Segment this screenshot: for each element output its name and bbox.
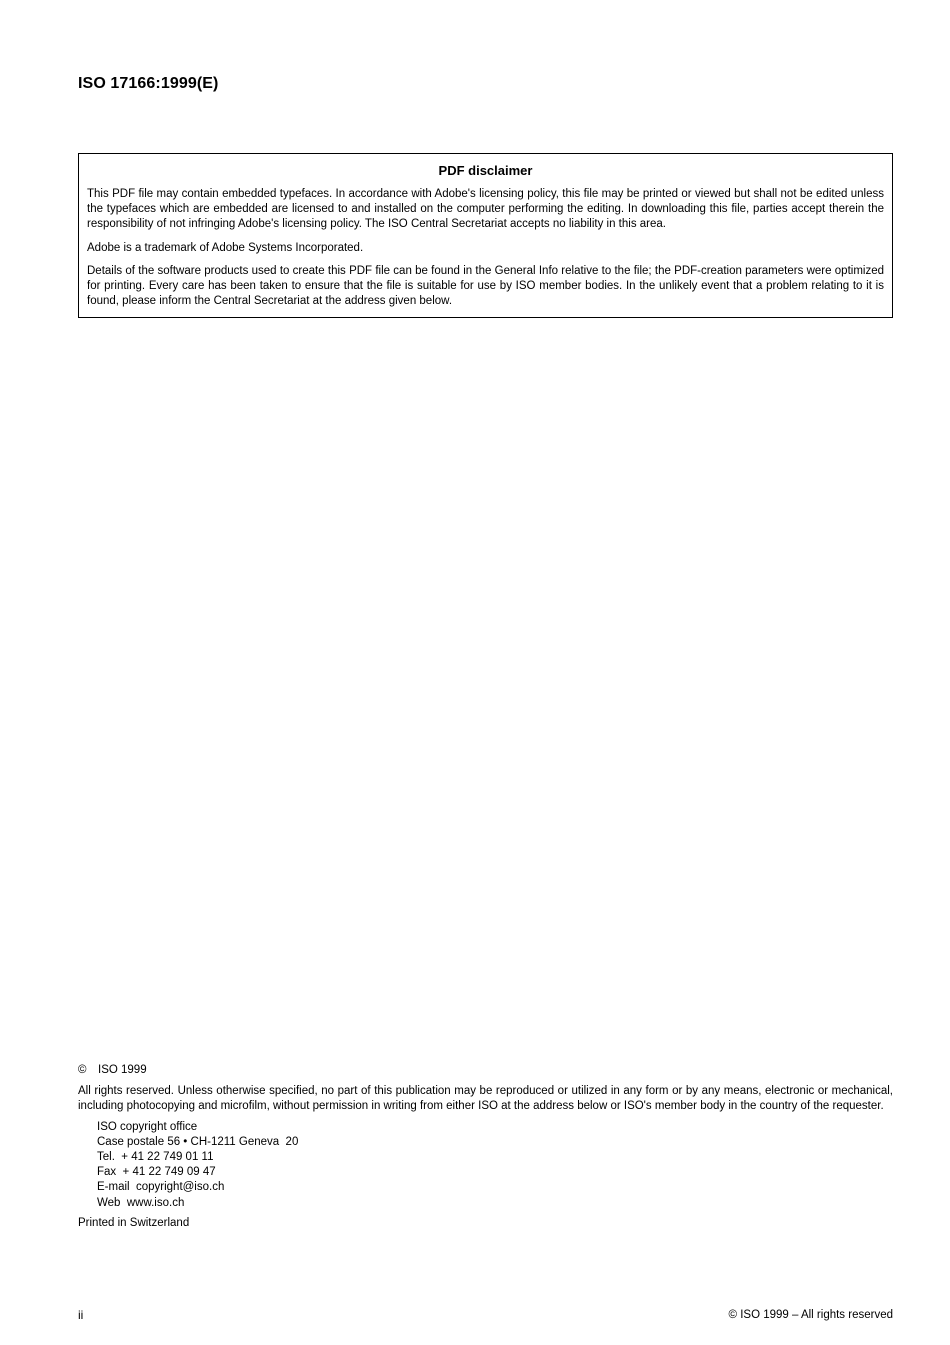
disclaimer-paragraph-trademark: Adobe is a trademark of Adobe Systems Incorporated. <box>87 241 364 254</box>
disclaimer-title: PDF disclaimer <box>438 163 533 178</box>
copyright-year-line <box>78 1063 893 1078</box>
address-email: E-mail copyright@iso.ch <box>97 1181 225 1194</box>
copyright-symbol: © <box>78 1064 87 1076</box>
copyright-notice <box>78 1063 893 1231</box>
rights-reserved-text: All rights reserved. Unless otherwise specified, no part of this publication may be reproduced or utilized in any form or by any means, electronic or mechanical, including photocopying and microfilm, without permission in writing from either ISO at the address below or ISO's member body in the country of the requester. <box>78 1085 893 1113</box>
address-office: ISO copyright office <box>97 1120 198 1133</box>
disclaimer-paragraph-typefaces: This PDF file may contain embedded typefaces. In accordance with Adobe's licensing policy, this file may be printed or viewed but shall not be edited unless the typefaces which are embedded are licensed to and installed on the computer performing the editing. In downloading this file, parties accept therein the responsibility of not infringing Adobe's licensing policy. The ISO Central Secretariat accepts no liability in this area. <box>87 188 884 231</box>
footer-copyright: © ISO 1999 – All rights reserved <box>728 1309 893 1321</box>
document-id-header: ISO 17166:1999(E) <box>78 75 219 92</box>
printed-location: Printed in Switzerland <box>78 1216 190 1229</box>
address-web: Web www.iso.ch <box>97 1196 185 1209</box>
address-postal: Case postale 56 • CH-1211 Geneva 20 <box>97 1135 299 1148</box>
page-number: ii <box>78 1308 84 1322</box>
address-tel: Tel. + 41 22 749 01 11 <box>97 1151 214 1164</box>
pdf-disclaimer-box <box>78 153 893 318</box>
disclaimer-paragraph-details: Details of the software products used to create this PDF file can be found in the General Info relative to the file; the PDF-creation parameters were optimized for printing. Every care has been taken to ensure that the file is suitable for use by ISO member bodies. In the unlikely event that a problem relating to it is found, please inform the Central Secretariat at the address given below. <box>87 264 884 308</box>
address-fax: Fax + 41 22 749 09 47 <box>97 1166 216 1179</box>
copyright-year: ISO 1999 <box>98 1064 147 1076</box>
copyright-office-address <box>97 1120 893 1211</box>
